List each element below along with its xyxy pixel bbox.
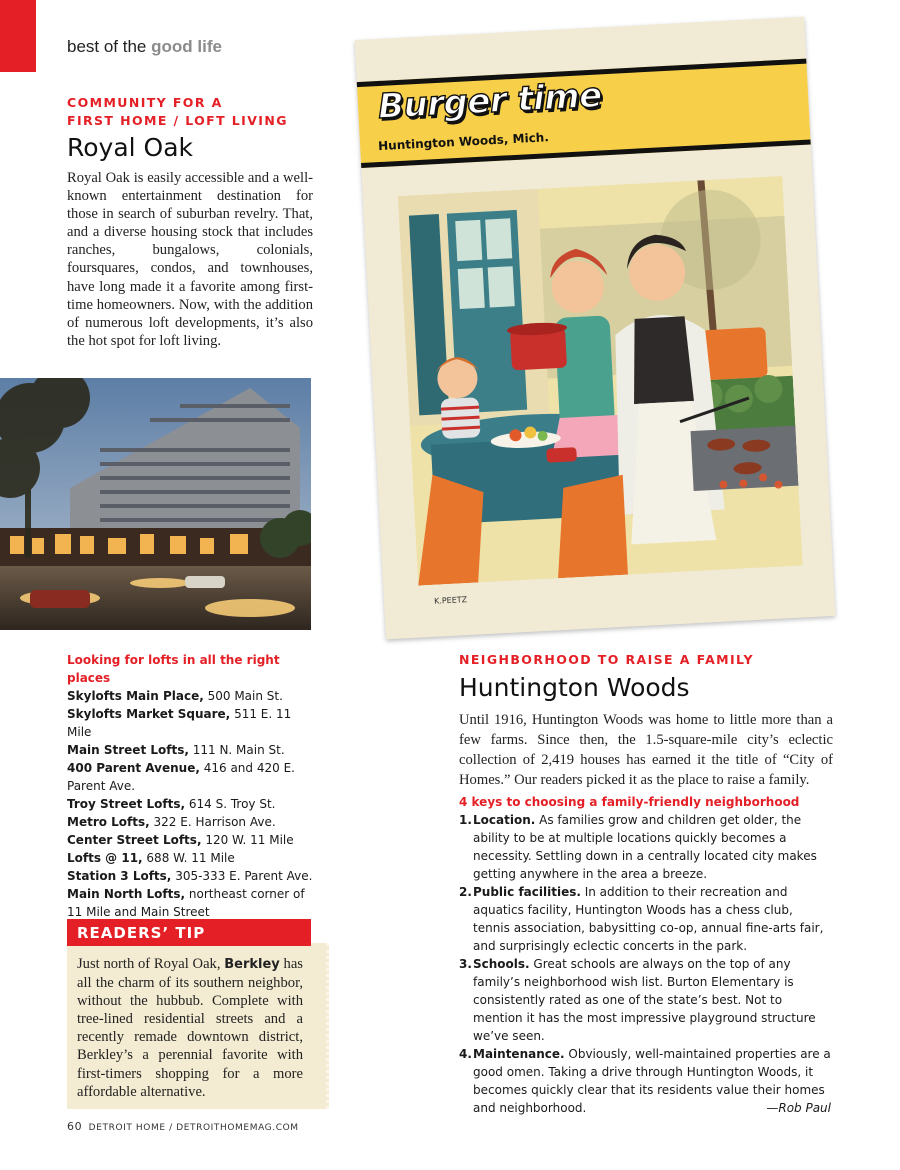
loft-name: Metro Lofts, — [67, 815, 150, 829]
lofts-heading: Looking for lofts in all the right places — [67, 653, 280, 685]
key-title: Maintenance. — [473, 1047, 565, 1061]
section-header — [67, 37, 222, 57]
illustrator-signature: K.PEETZ — [433, 595, 468, 606]
royal-oak-street-photo — [0, 378, 311, 630]
key-title: Schools. — [473, 957, 530, 971]
key-description: Great schools are always on the top of any family’s neighborhood wish list. Burton Elementary is consistently rated as one of the state’s best. Not to mention it has the most impressive playground structure we’ve seen. — [473, 957, 816, 1043]
list-item — [67, 849, 317, 867]
readers-tip-body-after: has all the charm of its southern neighbor, without the hubbub. Complete with tree-lined residential streets and a recently remade downtown district, Berkley’s a perennial favorite with first-timers shopping for a more affordable alternative. — [77, 956, 303, 1100]
burger-time-card — [355, 17, 836, 640]
huntington-kicker: NEIGHBORHOOD TO RAISE A FAMILY — [459, 652, 754, 667]
card-location: Huntington Woods, Mich. — [377, 130, 550, 154]
footer-text: DETROIT HOME / DETROITHOMEMAG.COM — [88, 1123, 299, 1133]
red-corner-tab — [0, 0, 36, 72]
list-item — [67, 795, 317, 813]
key-title: Location. — [473, 813, 536, 827]
key-description: In addition to their recreation and aquatics facility, Huntington Woods has a chess club, tennis association, babysitting co-op, annual fine-arts fair, and surprisingly eclectic concerts in the park. — [473, 885, 824, 953]
loft-name: Main North Lofts, — [67, 887, 186, 901]
readers-tip-berkley: Berkley — [224, 957, 280, 972]
royal-oak-kicker-line1: COMMUNITY FOR A — [67, 95, 223, 110]
readers-tip-body-before: Just north of Royal Oak, — [77, 956, 225, 972]
list-item — [67, 813, 317, 831]
loft-name: 400 Parent Avenue, — [67, 761, 200, 775]
royal-oak-kicker-line2: FIRST HOME / LOFT LIVING — [67, 113, 288, 128]
section-header-prefix: best of the — [67, 37, 147, 56]
royal-oak-body: Royal Oak is easily accessible and a well-known entertainment destination for those in search of suburban revelry. That, and a diverse housing stock that includes ranches, bungalows, colonials, foursquares, condos, and townhouses, have long made it a favorite among first-time homeowners. Now, with the addition of numerous loft developments, it’s also the hot spot for loft living. — [67, 170, 313, 349]
page-footer — [67, 1120, 299, 1133]
card-title: Burger time — [377, 75, 603, 128]
key-title: Public facilities. — [473, 885, 581, 899]
loft-name: Station 3 Lofts, — [67, 869, 172, 883]
royal-oak-section — [67, 94, 313, 350]
loft-name: Lofts @ 11, — [67, 851, 143, 865]
section-header-emphasis: good life — [151, 37, 222, 56]
page-number: 60 — [67, 1120, 83, 1133]
key-text — [473, 811, 833, 883]
key-text — [473, 955, 833, 1045]
keys-heading: 4 keys to choosing a family-friendly neighborhood — [459, 795, 800, 809]
key-description: Obviously, well-maintained properties are a good omen. Taking a drive through Huntington Woods, it becomes quickly clear that its residents value their homes and neighborhood. — [473, 1047, 831, 1115]
list-item — [67, 759, 317, 795]
bbq-family-illustration — [398, 176, 803, 586]
readers-tip-body — [77, 955, 303, 1101]
loft-name: Center Street Lofts, — [67, 833, 202, 847]
list-item — [67, 687, 317, 705]
loft-address: 614 S. Troy St. — [185, 797, 276, 811]
loft-address: 305-333 E. Parent Ave. — [171, 869, 313, 883]
readers-tip-title: READERS’ TIP — [67, 919, 311, 946]
key-text — [473, 883, 833, 955]
list-item — [459, 955, 833, 1045]
key-number: 3. — [459, 957, 472, 971]
loft-name: Main Street Lofts, — [67, 743, 189, 757]
readers-tip-box — [67, 919, 327, 1111]
loft-name: Skylofts Main Place, — [67, 689, 204, 703]
loft-address: 688 W. 11 Mile — [142, 851, 235, 865]
huntington-title: Huntington Woods — [459, 673, 690, 702]
list-item — [459, 811, 833, 883]
list-item — [459, 883, 833, 955]
loft-address: 416 and 420 E. Parent Ave. — [67, 761, 295, 793]
street-photo-graphic — [0, 378, 311, 630]
list-item — [67, 885, 317, 921]
family-keys-list — [459, 793, 833, 1117]
list-item — [67, 831, 317, 849]
loft-address: northeast corner of 11 Mile and Main Street — [67, 887, 305, 919]
byline: —Rob Paul — [766, 1101, 831, 1115]
loft-name: Skylofts Market Square, — [67, 707, 231, 721]
loft-address: 111 N. Main St. — [188, 743, 285, 757]
illustration-graphic — [398, 176, 803, 586]
key-description: As families grow and children get older, the ability to be at multiple locations quickly becomes a necessity. Settling down in a centrally located city makes getting anywhere in the area a breeze. — [473, 813, 817, 881]
key-number: 1. — [459, 813, 472, 827]
list-item — [67, 867, 317, 885]
list-item — [67, 705, 317, 741]
loft-address: 322 E. Harrison Ave. — [149, 815, 276, 829]
key-number: 2. — [459, 885, 472, 899]
loft-address: 511 E. 11 Mile — [67, 707, 292, 739]
loft-name: Troy Street Lofts, — [67, 797, 186, 811]
huntington-body: Until 1916, Huntington Woods was home to little more than a few farms. Since then, the 1.5-square-mile city’s eclectic collection of 2,419 houses has earned it the title of “City of Homes.” Our readers picked it as the place to raise a family. — [459, 712, 833, 788]
key-number: 4. — [459, 1047, 472, 1061]
loft-address: 500 Main St. — [203, 689, 283, 703]
lofts-list — [67, 651, 317, 921]
loft-address: 120 W. 11 Mile — [201, 833, 294, 847]
list-item — [67, 741, 317, 759]
huntington-woods-section — [459, 651, 833, 790]
royal-oak-title: Royal Oak — [67, 133, 194, 162]
